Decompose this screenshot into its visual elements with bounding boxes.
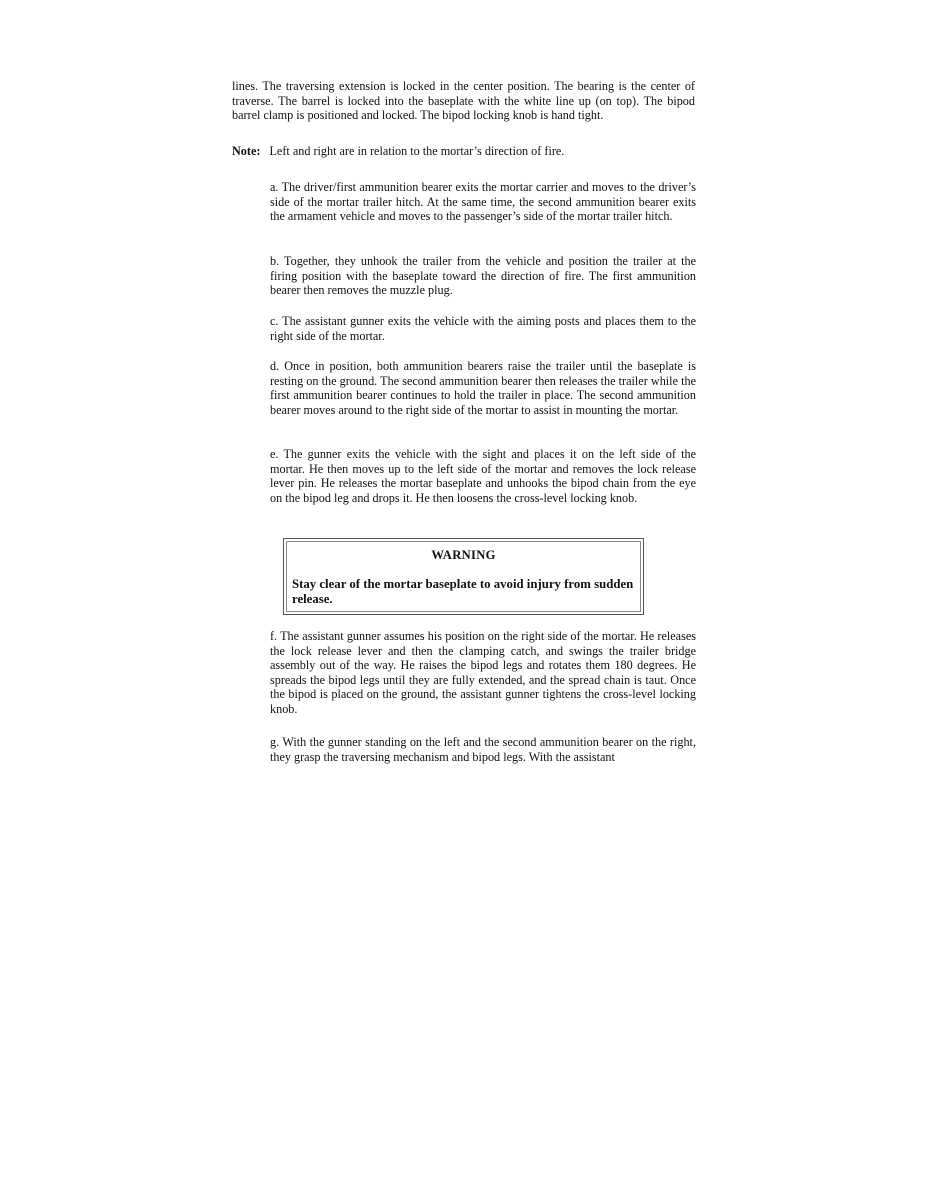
- step-e-paragraph: e. The gunner exits the vehicle with the sight and places it on the left side of the mortar. He then moves up to the left side of the mortar and removes the lock release lever pin. He releases the mortar baseplate and unhooks the bipod chain from the eye on the bipod leg and drops it. He then loosens the cross-level locking knob.: [270, 447, 696, 505]
- step-f-paragraph: f. The assistant gunner assumes his position on the right side of the mortar. He releases the lock release lever and then the clamping catch, and swings the trailer bridge assembly out of the way. He raises the bipod legs and rotates them 180 degrees. He spreads the bipod legs until they are fully extended, and the spread chain is taut. Once the bipod is placed on the ground, the assistant gunner tightens the cross-level locking knob.: [270, 629, 696, 716]
- step-a-paragraph: a. The driver/first ammunition bearer exits the mortar carrier and moves to the driver’s side of the mortar trailer hitch. At the same time, the second ammunition bearer exits the armament vehicle and moves to the passenger’s side of the mortar trailer hitch.: [270, 180, 696, 224]
- step-d-paragraph: d. Once in position, both ammunition bearers raise the trailer until the baseplate is resting on the ground. The second ammunition bearer then releases the trailer while the first ammunition bearer continues to hold the trailer in place. The second ammunition bearer moves around to the right side of the mortar to assist in mounting the mortar.: [270, 359, 696, 417]
- step-b-paragraph: b. Together, they unhook the trailer from the vehicle and position the trailer at the firing position with the baseplate toward the direction of fire. The first ammunition bearer then removes the muzzle plug.: [270, 254, 696, 298]
- warning-text: Stay clear of the mortar baseplate to avoid injury from sudden release.: [292, 577, 634, 606]
- note-text: Left and right are in relation to the mortar’s direction of fire.: [269, 144, 565, 158]
- step-c-paragraph: c. The assistant gunner exits the vehicle with the aiming posts and places them to the right side of the mortar.: [270, 314, 696, 343]
- intro-paragraph: lines. The traversing extension is locked in the center position. The bearing is the center of traverse. The barrel is locked into the baseplate with the white line up (on top). The bipod barrel clamp is positioned and locked. The bipod locking knob is hand tight.: [232, 79, 695, 123]
- warning-title: WARNING: [431, 548, 496, 562]
- note-paragraph: [232, 144, 695, 159]
- note-label: Note:: [232, 144, 261, 158]
- step-g-paragraph: g. With the gunner standing on the left and the second ammunition bearer on the right, they grasp the traversing mechanism and bipod legs. With the assistant: [270, 735, 696, 764]
- warning-box: [283, 538, 644, 615]
